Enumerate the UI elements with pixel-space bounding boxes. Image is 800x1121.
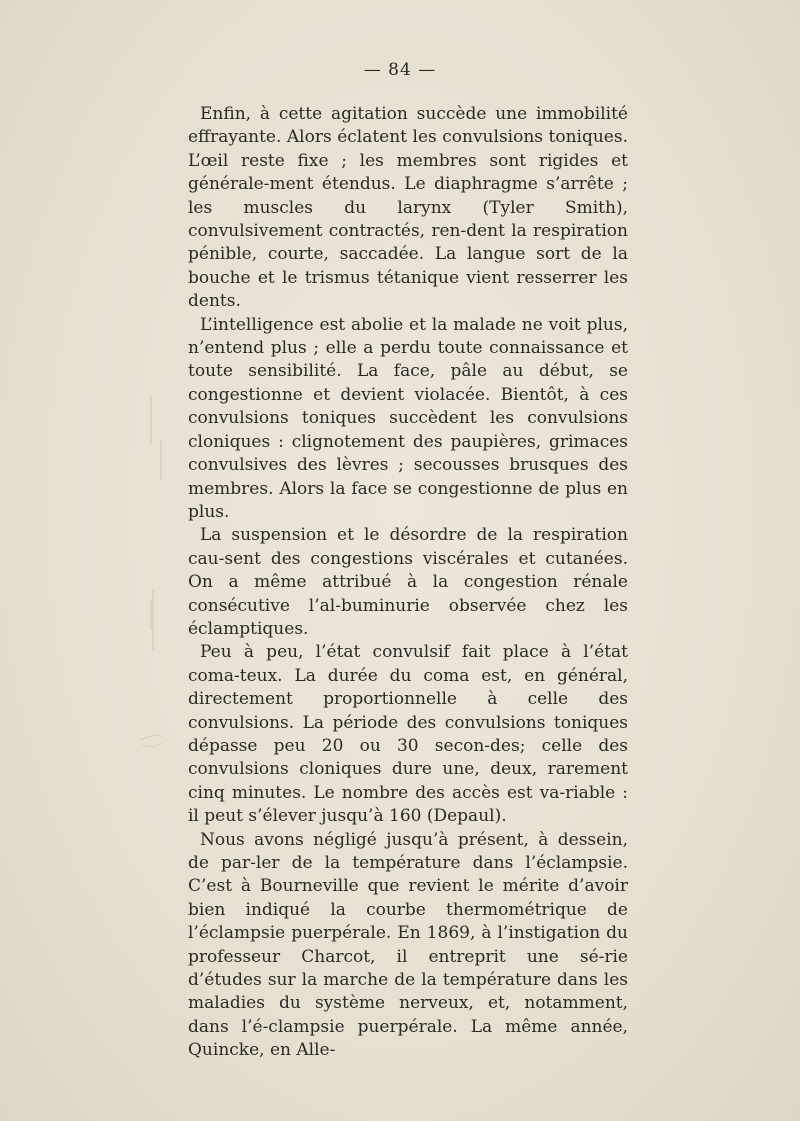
paragraph: Peu à peu, l’état convulsif fait place à l’état coma-teux. La durée du coma est, en général, directement proportionnelle à celle des convulsions. La période des convulsions toniques dépasse peu 20 ou 30 secon-des; celle des convulsions cloniques dure une, deux, rarement cinq minutes. Le nombre des accès est va-riable : il peut s’élever jusqu’à 160 (Depaul).	[188, 642, 628, 827]
paragraph: Nous avons négligé jusqu’à présent, à dessein, de par-ler de la température dans l’éclampsie. C’est à Bourneville que revient le mérite d’avoir bien indiqué la courbe thermométrique de l’éclampsie puerpérale. En 1869, à l’instigation du professeur Charcot, il entreprit une sé-rie d’études sur la marche de la température dans les maladies du système nerveux, et, notamment, dans l’é-clampsie puerpérale. La même année, Quincke, en Alle-	[188, 829, 628, 1061]
body-text	[188, 103, 628, 1063]
paragraph: Enfin, à cette agitation succède une immobilité effrayante. Alors éclatent les convulsions toniques. L’œil reste fixe ; les membres sont rigides et générale-ment étendus. Le diaphragme s’arrête ; les muscles du larynx (Tyler Smith), convulsivement contractés, ren-dent la respiration pénible, courte, saccadée. La langue sort de la bouche et le trismus tétanique vient resserrer les dents.	[188, 104, 628, 312]
page-number: — 84 —	[363, 60, 437, 80]
paragraph: La suspension et le désordre de la respiration cau-sent des congestions viscérales et cutanées. On a même attribué à la congestion rénale consécutive l’al-buminurie observée chez les éclamptiques.	[188, 525, 628, 639]
paragraph: L’intelligence est abolie et la malade ne voit plus, n’entend plus ; elle a perdu toute connaissance et toute sensibilité. La face, pâle au début, se congestionne et devient violacée. Bientôt, à ces convulsions toniques succèdent les convulsions cloniques : clignotement des paupières, grimaces convulsives des lèvres ; secousses brusques des membres. Alors la face se congestionne de plus en plus.	[188, 314, 628, 522]
